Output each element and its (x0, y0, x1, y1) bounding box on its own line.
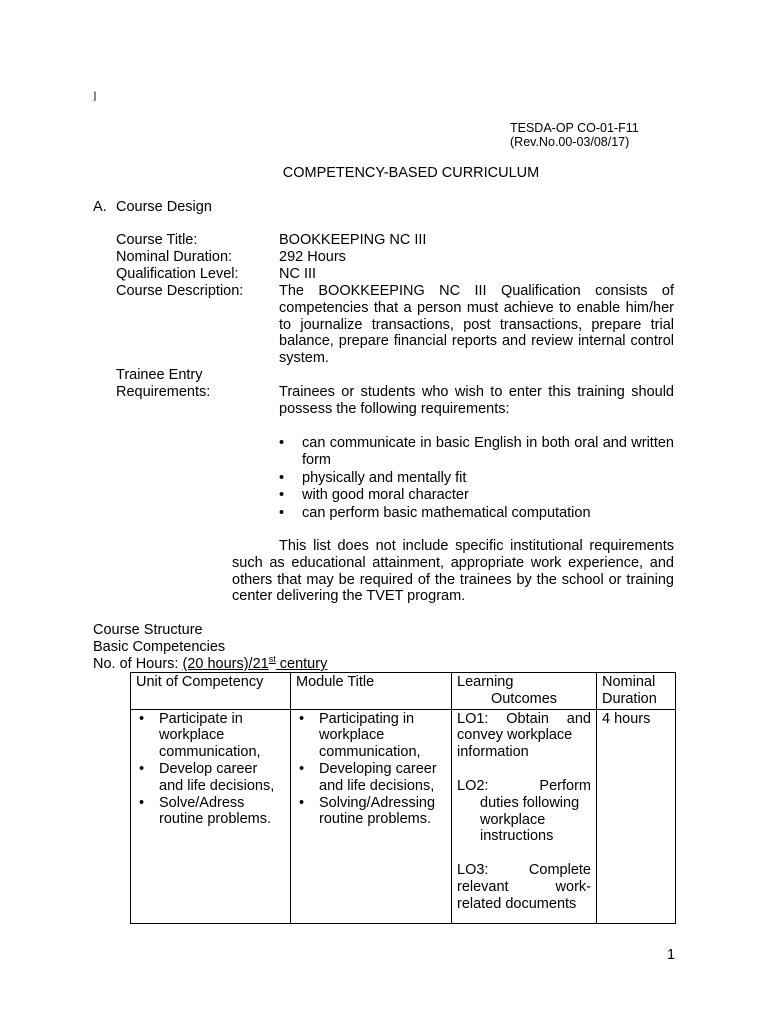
list-item: • can perform basic mathematical computation (279, 505, 674, 522)
list-item: • Solving/Adressing routine problems. (296, 795, 446, 829)
lo1-rest: convey workplace information (457, 727, 573, 761)
duration-value: 292 Hours (279, 249, 346, 265)
hours-suffix-a: /21 (248, 656, 269, 672)
level-value: NC III (279, 266, 317, 282)
header-learning-line1: Learning (457, 674, 514, 690)
description-value: The BOOKKEEPING NC III Qualification consists of competencies that a person must achieve to enable him/her to journalize transactions, post transactions, prepare trial balance, prepare financial reports and review internal control system. (279, 283, 674, 367)
header-unit: Unit of Competency (131, 673, 291, 710)
modules-cell (291, 709, 452, 923)
cursor-mark: I (93, 88, 97, 104)
header-nominal-line2: Duration (602, 690, 657, 707)
list-item: • Solve/Adress routine problems. (136, 795, 285, 829)
basic-competencies-heading: Basic Competencies (93, 639, 226, 655)
competency-table (130, 672, 676, 924)
list-item: • can communicate in basic English in both oral and written form (279, 435, 674, 469)
header-learning-line2: Outcomes (490, 690, 558, 707)
section-title: Course Design (116, 199, 212, 215)
units-cell (131, 709, 291, 923)
doc-code: TESDA-OP CO-01-F11 (510, 121, 639, 135)
doc-revision: (Rev.No.00-03/08/17) (510, 135, 630, 149)
entry-value: Trainees or students who wish to enter this training should possess the following requirements: (279, 384, 674, 417)
entry-label-line2: Requirements: (116, 383, 211, 400)
hours-line (93, 656, 327, 673)
lo2-rest: duties following workplace instructions (480, 794, 580, 845)
header-nominal-line1: Nominal (602, 674, 656, 690)
hours-sup: st (268, 654, 276, 665)
lo2-line1: LO2: Perform (457, 777, 591, 794)
table-row (131, 709, 676, 923)
hours-suffix-b: century (275, 656, 328, 672)
section-letter: A. (93, 199, 107, 215)
entry-label (116, 367, 210, 401)
list-item: • Participating in workplace communication, (296, 711, 446, 761)
lo3 (457, 862, 591, 912)
list-item: • with good moral character (279, 487, 674, 504)
course-title-value: BOOKKEEPING NC III (279, 232, 427, 248)
outcomes-cell (452, 709, 597, 923)
list-item: • Participate in workplace communication, (136, 711, 285, 761)
document-code (510, 121, 639, 149)
description-label: Course Description: (116, 283, 244, 299)
lo1 (457, 711, 591, 761)
list-item: • Develop career and life decisions, (136, 761, 285, 795)
page-number: 1 (667, 947, 676, 963)
page-title: COMPETENCY-BASED CURRICULUM (282, 165, 540, 181)
header-module: Module Title (291, 673, 452, 710)
list-item: • Developing career and life decisions, (296, 761, 446, 795)
duration-cell: 4 hours (597, 709, 676, 923)
lo3-rest: related documents (457, 895, 577, 912)
lo3-line2: relevant work- (457, 878, 591, 895)
entry-label-line1: Trainee Entry (116, 367, 203, 383)
level-label: Qualification Level: (116, 266, 239, 282)
list-item: • physically and mentally fit (279, 470, 674, 487)
course-title-label: Course Title: (116, 232, 198, 248)
requirements-note: This list does not include specific institutional requirements such as educational attainment, appropriate work experience, and others that may be required of the trainees by the school or training center delivering the TVET program. (232, 538, 674, 605)
lo1-line1: LO1: Obtain and (457, 710, 591, 727)
duration-label: Nominal Duration: (116, 249, 233, 265)
section-a-heading (93, 199, 212, 215)
lo3-line1: LO3: Complete (457, 862, 591, 879)
hours-underlined: (20 hours) (182, 656, 249, 672)
lo2 (457, 778, 591, 845)
header-learning (452, 673, 597, 710)
course-structure-heading: Course Structure (93, 622, 203, 638)
hours-prefix: No. of Hours: (93, 656, 183, 672)
header-nominal (597, 673, 676, 710)
table-header-row (131, 673, 676, 710)
requirements-list (279, 435, 674, 523)
